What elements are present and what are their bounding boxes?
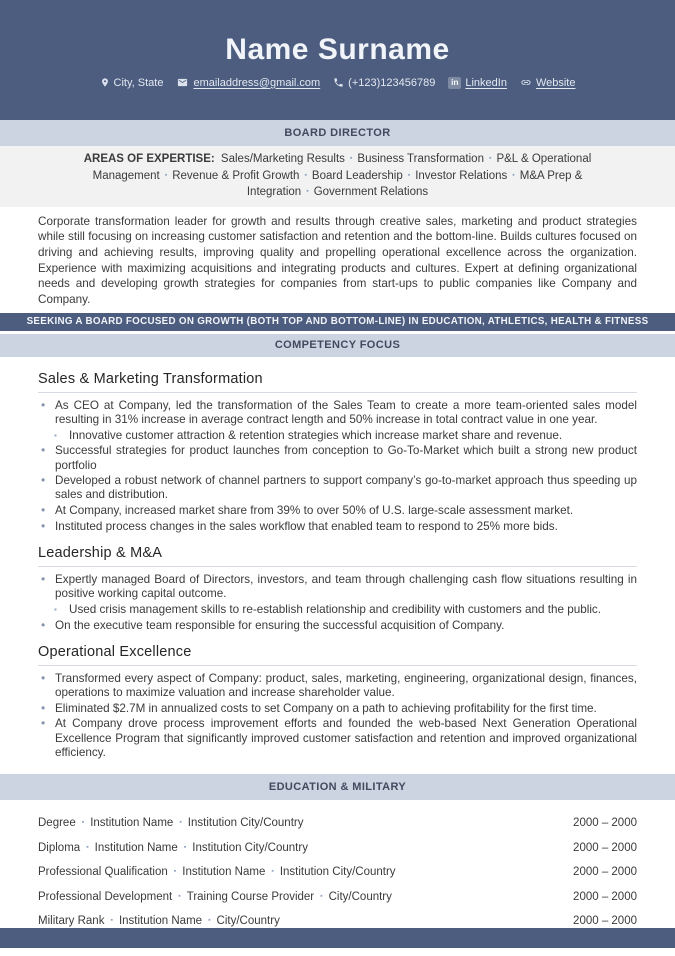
- separator-dot: [172, 891, 186, 903]
- contact-email: [176, 77, 320, 89]
- education-qualification: Degree: [38, 817, 76, 830]
- separator-dot: [314, 891, 328, 903]
- education-institution: Institution Name: [94, 841, 178, 854]
- separator-dot: [168, 866, 182, 878]
- footer-bar: [0, 928, 675, 948]
- bullet-item: • Expertly managed Board of Directors, investors, and team through challenging cash flow situations resulting in positive working capital outcome.: [38, 573, 637, 601]
- education-institution: Institution Name: [182, 866, 266, 879]
- bullet-item: • Developed a robust network of channel partners to support company’s go-to-market approach thus speeding up sales and distribution.: [38, 474, 637, 502]
- education-institution: Institution Name: [118, 915, 203, 928]
- separator-dot: [80, 842, 94, 854]
- education-location: Institution City/Country: [192, 841, 308, 854]
- contact-row: [0, 76, 675, 89]
- section-heading-sales: Sales & Marketing Transformation: [38, 371, 637, 393]
- candidate-name: Name Surname: [225, 33, 450, 66]
- separator-dot: [507, 170, 519, 182]
- expertise-item: Government Relations: [313, 186, 429, 198]
- phone-icon: [333, 77, 344, 88]
- education-dates: 2000 – 2000: [573, 866, 637, 879]
- education-dates: 2000 – 2000: [573, 817, 637, 830]
- education-dates: 2000 – 2000: [573, 841, 637, 854]
- expertise-item: Revenue & Profit Growth: [172, 169, 300, 182]
- sub-bullet-item: ▪ Used crisis management skills to re-establish relationship and credibility with customers and the public.: [52, 603, 637, 617]
- expertise-label: AREAS OF EXPERTISE:: [83, 153, 215, 165]
- location-text: City, State: [113, 76, 164, 89]
- header: [0, 0, 675, 120]
- education-location: City/Country: [328, 890, 392, 903]
- separator-dot: [160, 170, 172, 182]
- education-row: [38, 816, 637, 830]
- education-location: Institution City/Country: [187, 817, 304, 830]
- separator-dot: [178, 842, 192, 854]
- separator-dot: [173, 817, 187, 829]
- education-dates: 2000 – 2000: [573, 890, 637, 903]
- education-entry: [38, 816, 303, 830]
- competency-band: COMPETENCY FOCUS: [0, 334, 675, 357]
- seeking-banner: SEEKING A BOARD FOCUSED ON GROWTH (BOTH TOP AND BOTTOM-LINE) IN EDUCATION, ATHLETICS, HEALTH & FITNESS: [0, 313, 675, 331]
- education-location: City/Country: [216, 915, 280, 928]
- education-entry: [38, 841, 308, 855]
- bullet-item: • Transformed every aspect of Company: product, sales, marketing, engineering, organizational design, finances, operations to maximize valuation and increase shareholder value.: [38, 672, 637, 700]
- education-row: [38, 841, 637, 855]
- expertise-item: Investor Relations: [415, 169, 508, 182]
- section-heading-leadership: Leadership & M&A: [38, 545, 637, 567]
- bullet-item: • Instituted process changes in the sales workflow that enabled team to respond to 25% more bids.: [38, 520, 637, 534]
- separator-dot: [202, 915, 216, 927]
- bullet-item: • At Company, increased market share from 39% to over 50% of U.S. large-scale assessment market.: [38, 504, 637, 518]
- email-link[interactable]: emailaddress@gmail.com: [193, 76, 321, 89]
- expertise-item: M&A Prep & Integration: [246, 169, 583, 198]
- competency-content: [38, 371, 637, 760]
- education-dates: 2000 – 2000: [573, 915, 637, 928]
- expertise-item: Sales/Marketing Results: [220, 153, 345, 165]
- contact-website: [520, 77, 576, 89]
- education-entry: [38, 914, 280, 928]
- areas-of-expertise: [0, 146, 675, 207]
- phone-text: (+123)123456789: [348, 76, 436, 89]
- separator-dot: [104, 915, 118, 927]
- education-entry: [38, 865, 396, 879]
- bullet-item: • Successful strategies for product launches from conception to Go-To-Market which built a strong new product portfolio: [38, 444, 637, 472]
- education-row: [38, 865, 637, 879]
- education-entry: [38, 890, 392, 904]
- contact-location: [100, 76, 164, 89]
- location-pin-icon: [100, 76, 110, 89]
- separator-dot: [299, 170, 311, 182]
- education-institution: Training Course Provider: [186, 890, 315, 903]
- section-heading-operational: Operational Excellence: [38, 644, 637, 666]
- title-band: BOARD DIRECTOR: [0, 120, 675, 146]
- summary-paragraph: Corporate transformation leader for growth and results through creative sales, marketing and product strategies while still focusing on increasing customer satisfaction and retention and the bottom-line. Builds cultures focused on driving and achieving results, improving quality and propelling operational excellence across the organization. Experience with maximizing acquisitions and integrating products and cultures. Expert at defining organizational needs and developing growth strategies for companies from start-ups to public companies like Company and Company.: [38, 214, 637, 307]
- link-icon: [520, 77, 532, 88]
- sub-bullet-item: ▪ Innovative customer attraction & retention strategies which increase market share and revenue.: [52, 429, 637, 443]
- expertise-item: Business Transformation: [357, 153, 484, 165]
- separator-dot: [345, 153, 357, 165]
- bullet-item: • On the executive team responsible for ensuring the successful acquisition of Company.: [38, 619, 637, 633]
- linkedin-icon: in: [448, 77, 461, 89]
- separator-dot: [265, 866, 279, 878]
- bullet-list-leadership: [38, 573, 637, 633]
- bullet-item: • Eliminated $2.7M in annualized costs to set Company on a path to achieving profitability for the first time.: [38, 702, 637, 716]
- website-link[interactable]: Website: [535, 76, 576, 89]
- bullet-item: • At Company drove process improvement efforts and founded the web-based Next Generation Operational Excellence Program that significantly improved customer satisfaction and retention and improved organizational efficiency.: [38, 717, 637, 760]
- education-qualification: Professional Qualification: [38, 866, 168, 879]
- separator-dot: [301, 186, 313, 198]
- bullet-list-sales: [38, 399, 637, 534]
- separator-dot: [484, 153, 496, 165]
- contact-phone: [333, 77, 435, 89]
- education-qualification: Diploma: [38, 841, 81, 854]
- separator-dot: [76, 817, 90, 829]
- education-qualification: Military Rank: [38, 915, 105, 928]
- bullet-item: • As CEO at Company, led the transformation of the Sales Team to create a more team-oriented sales model resulting in 31% increase in average contract length and 50% increase in total contract value in one year.: [38, 399, 637, 427]
- education-institution: Institution Name: [90, 817, 174, 830]
- education-row: [38, 914, 637, 928]
- education-row: [38, 890, 637, 904]
- education-location: Institution City/Country: [279, 866, 396, 879]
- education-qualification: Professional Development: [38, 890, 173, 903]
- expertise-item: P&L & Operational Management: [92, 153, 592, 182]
- education-band: EDUCATION & MILITARY: [0, 774, 675, 800]
- envelope-icon: [176, 77, 189, 88]
- bullet-list-operational: [38, 672, 637, 760]
- education-rows: [38, 816, 637, 928]
- separator-dot: [403, 170, 415, 182]
- linkedin-link[interactable]: LinkedIn: [465, 76, 507, 89]
- expertise-item: Board Leadership: [311, 169, 403, 182]
- contact-linkedin: [448, 77, 507, 89]
